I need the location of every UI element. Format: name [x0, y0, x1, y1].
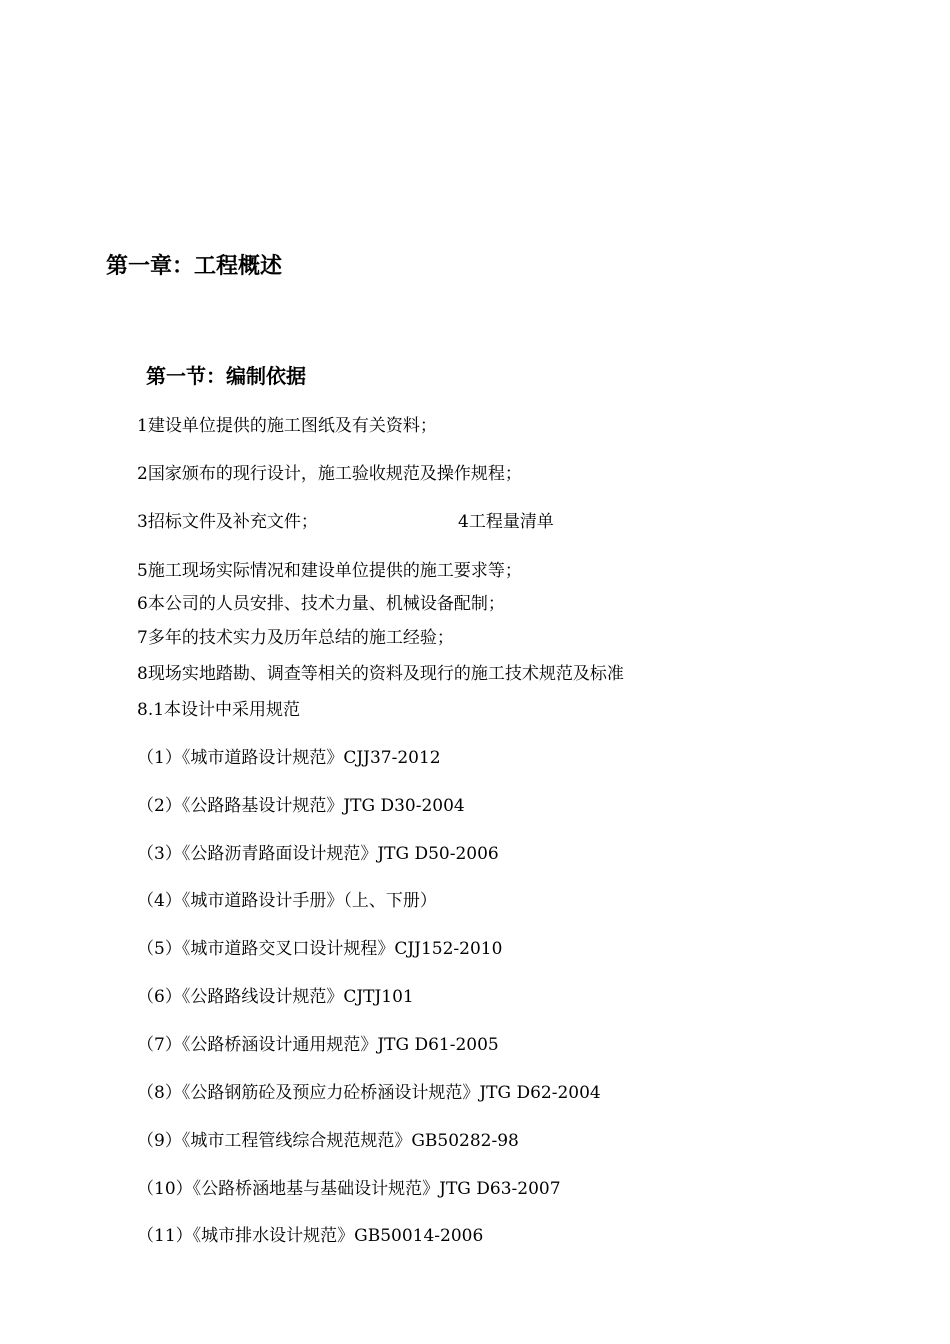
basis-item-1: 1建设单位提供的施工图纸及有关资料； — [137, 416, 437, 436]
standard-item-8: （8）《公路钢筋砼及预应力砼桥涵设计规范》JTG D62-2004 — [137, 1083, 601, 1103]
standard-item-4: （4）《城市道路设计手册》（上、下册） — [137, 891, 437, 911]
standard-item-7: （7）《公路桥涵设计通用规范》JTG D61-2005 — [137, 1035, 499, 1055]
basis-item-6: 6本公司的人员安排、技术力量、机械设备配制； — [137, 594, 505, 614]
standard-item-11: （11）《城市排水设计规范》GB50014-2006 — [137, 1226, 484, 1246]
standard-item-5: （5）《城市道路交叉口设计规程》CJJ152-2010 — [137, 939, 503, 959]
standard-item-6: （6）《公路路线设计规范》CJTJ101 — [137, 987, 414, 1007]
standard-item-9: （9）《城市工程管线综合规范规范》GB50282-98 — [137, 1131, 519, 1151]
basis-item-3: 3招标文件及补充文件； — [137, 512, 318, 532]
chapter-title: 第一章：工程概述 — [106, 254, 283, 279]
basis-item-2: 2国家颁布的现行设计，施工验收规范及操作规程； — [137, 464, 522, 484]
standard-item-2: （2）《公路路基设计规范》JTG D30-2004 — [137, 796, 465, 816]
basis-item-4: 4工程量清单 — [458, 512, 554, 532]
standard-item-1: （1）《城市道路设计规范》CJJ37-2012 — [137, 748, 441, 768]
basis-item-8: 8现场实地踏勘、调查等相关的资料及现行的施工技术规范及标准 — [137, 664, 624, 684]
standard-item-10: （10）《公路桥涵地基与基础设计规范》JTG D63-2007 — [137, 1179, 561, 1199]
section-title: 第一节：编制依据 — [146, 364, 306, 388]
basis-item-8-1: 8.1本设计中采用规范 — [137, 700, 301, 720]
basis-item-5: 5施工现场实际情况和建设单位提供的施工要求等； — [137, 561, 522, 581]
basis-item-7: 7多年的技术实力及历年总结的施工经验； — [137, 628, 454, 648]
standard-item-3: （3）《公路沥青路面设计规范》JTG D50-2006 — [137, 844, 499, 864]
